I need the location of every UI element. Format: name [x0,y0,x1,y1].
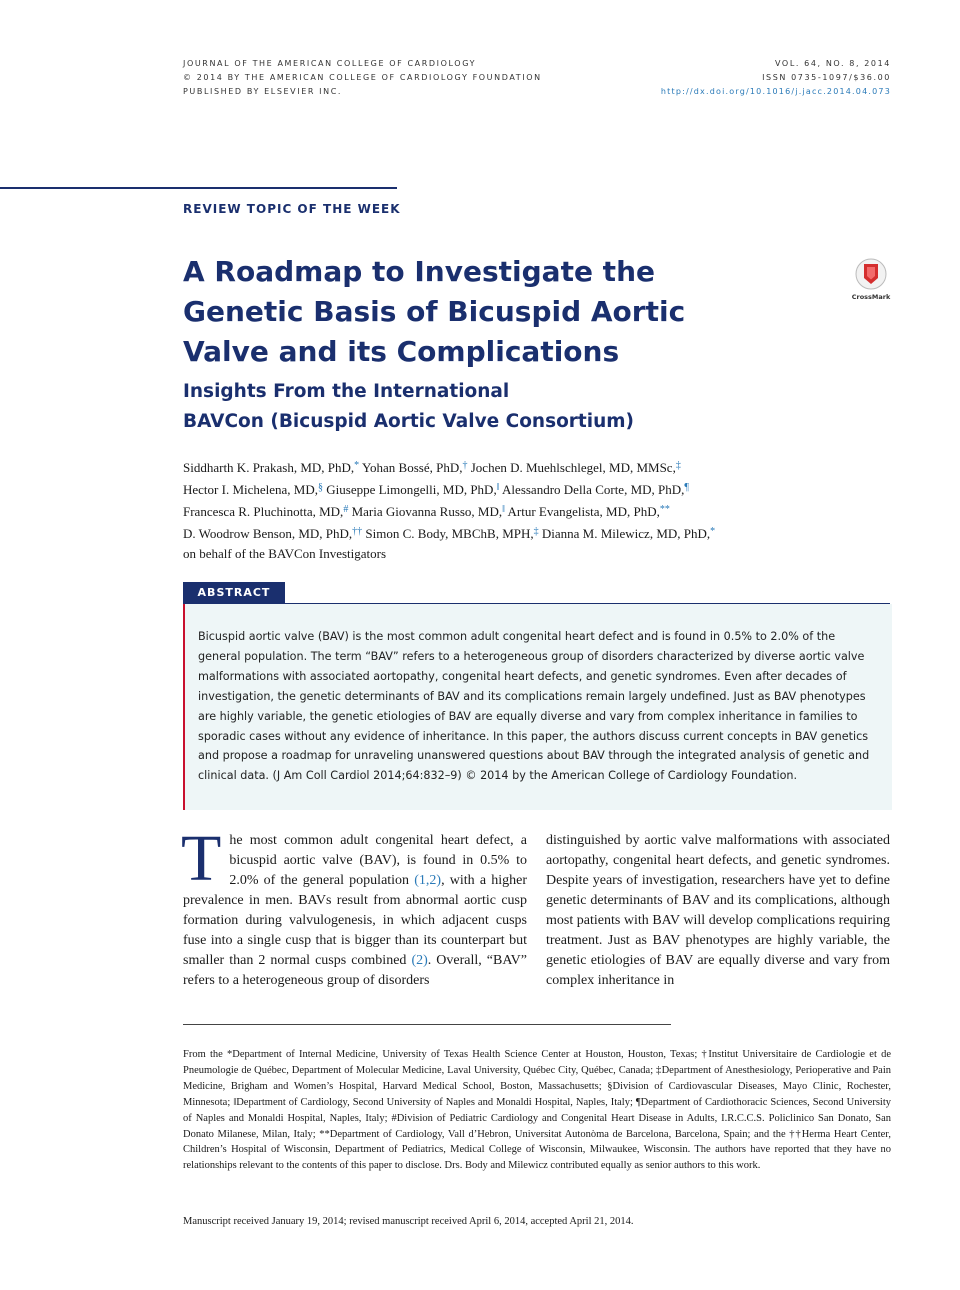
affiliation-marker[interactable]: † [462,460,468,471]
abstract-rule [285,603,890,604]
abstract-label: ABSTRACT [183,582,285,604]
author-name: Giuseppe Limongelli, MD, PhD, [323,482,497,497]
article-subtitle [183,377,743,437]
affiliation-marker[interactable]: ‡ [675,460,681,471]
journal-header [183,57,542,99]
footnote-rule [183,1024,671,1025]
affiliation-marker[interactable]: ‖ [502,504,505,515]
author-list [183,456,823,564]
affiliations-footnote: From the *Department of Internal Medicine, University of Texas Health Science Center at Houston, Houston, Texas; †Institut Universitaire de Cardiologie et de Pneumologie de Québec, Department of Molecular Medicine, Laval University, Québec City, Québec, Canada; ‡Department of Anesthesiology, Perioperative and Pain Medicine, Brigham and Women’s Hospital, Harvard Medical School, Boston, Massachusetts; §Division of Cardiovascular Diseases, Mayo Clinic, Rochester, Minnesota; ‖Department of Cardiology, Second University of Naples and Monaldi Hospital, Naples, Italy; ¶Department of Cardiothoracic Sciences, Second University of Naples and Monaldi Hospital, Naples, Italy; #Division of Pediatric Cardiology and Congenital Heart Disease in Adults, I.R.C.C.S. Policlinico San Donato, San Donato Milanese, Milan, Italy; **Department of Cardiology, Vall d’Hebron, Universitat Autonòma de Barcelona, Barcelona, Spain; and the ††Herma Heart Center, Children’s Hospital of Wisconsin, Department of Pediatrics, Medical College of Wisconsin, Milwaukee, Wisconsin. The authors have reported that they have no relationships relevant to the contents of this paper to disclose. Drs. Body and Milewicz contributed equally as senior authors to this work. [183,1049,891,1172]
crossmark-label: CrossMark [851,293,891,301]
consortium-line: on behalf of the BAVCon Investigators [183,546,387,561]
affiliation-marker[interactable]: ¶ [684,482,689,493]
body-text: he most common adult congenital heart defect, a bicuspid aortic valve (BAV), is found in 0.5% to 2.0% of the general population [229,833,527,888]
affiliation-marker[interactable]: ‖ [496,482,500,493]
affiliation-marker[interactable]: ‡ [533,526,539,537]
author-name: Simon C. Body, MBChB, MPH, [362,526,534,541]
journal-meta [661,57,891,99]
body-column-right: distinguished by aortic valve malformations with associated aortopathy, congenital heart defects, and genetic syndromes. Despite years of investigation, researchers have yet to define genetic determinants of BAV and its complications, although most patients with BAV will develop complications requiring treatment. Just as BAV phenotypes are highly variable, the genetic etiologies of BAV are equally diverse and vary from complex inheritance in [546,833,890,988]
abstract-text: Bicuspid aortic valve (BAV) is the most common adult congenital heart defect and is found in 0.5% to 2.0% of the general population. The term “BAV” refers to a heterogeneous group of disorders characterized by diverse aortic valve malformations with associated aortopathy, congenital heart defects, and genetic syndromes. Even after decades of investigation, the genetic determinants of BAV and its complications remain largely undefined. Just as BAV phenotypes are highly variable, the genetic etiologies of BAV are equally diverse and vary from complex inheritance in families to sporadic cases without any evidence of inheritance. In this paper, the authors discuss current concepts in BAV genetics and propose a roadmap for unraveling unanswered questions about BAV through the integrated analysis of genetic and clinical data. (J Am Coll Cardiol 2014;64:832–9) © 2014 by the American College of Cardiology Foundation. [198,630,870,783]
affiliation-marker[interactable]: # [343,504,349,515]
author-name: Hector I. Michelena, MD, [183,482,319,497]
manuscript-dates: Manuscript received January 19, 2014; revised manuscript received April 6, 2014, accepted April 21, 2014. [183,1216,634,1227]
citation-link[interactable]: (2) [411,953,428,968]
journal-name: JOURNAL OF THE AMERICAN COLLEGE OF CARDIOLOGY [183,59,477,68]
subtitle-line-1: Insights From the International [183,381,510,402]
author-name: Artur Evangelista, MD, PhD, [504,504,660,519]
affiliation-marker[interactable]: § [318,482,324,493]
citation-link[interactable]: (1,2) [414,873,442,888]
body-text: , with a higher prevalence in men. BAVs result from abnormal aortic cusp formation during valvulogenesis, in which adjacent cusps fuse into a single cusp that is bigger than its counterpart but smaller than 2 normal cusps combined [183,873,527,968]
affiliation-marker[interactable]: ** [659,504,670,515]
body-text: . Overall, “BAV” refers to a heterogeneous group of disorders [183,953,527,988]
affiliation-marker[interactable]: * [710,526,716,537]
section-label: REVIEW TOPIC OF THE WEEK [183,202,401,216]
author-name: Jochen D. Muehlschlegel, MD, MMSc, [467,460,676,475]
affiliation-marker[interactable]: †† [352,526,363,537]
journal-publisher: PUBLISHED BY ELSEVIER INC. [183,87,343,96]
volume-info: VOL. 64, NO. 8, 2014 [774,59,891,68]
author-name: Maria Giovanna Russo, MD, [348,504,503,519]
author-name: Alessandro Della Corte, MD, PhD, [499,482,685,497]
drop-cap: T [181,822,222,895]
issn-info: ISSN 0735-1097/$36.00 [762,73,891,82]
subtitle-line-2: BAVCon (Bicuspid Aortic Valve Consortium) [183,411,635,432]
author-name: D. Woodrow Benson, MD, PhD, [183,526,353,541]
article-title: A Roadmap to Investigate the Genetic Basis of Bicuspid Aortic Valve and its Complications [183,255,686,368]
author-name: Francesca R. Pluchinotta, MD, [183,504,344,519]
doi-link[interactable]: http://dx.doi.org/10.1016/j.jacc.2014.04.073 [660,87,891,96]
author-name: Yohan Bossé, PhD, [359,460,463,475]
affiliation-marker[interactable]: * [354,460,360,471]
author-name: Siddharth K. Prakash, MD, PhD, [183,460,355,475]
body-column-left [181,822,527,991]
section-rule [0,187,397,189]
author-name: Dianna M. Milewicz, MD, PhD, [538,526,711,541]
crossmark-icon [854,258,888,290]
journal-copyright: © 2014 BY THE AMERICAN COLLEGE OF CARDIOLOGY FOUNDATION [183,73,542,82]
crossmark-badge[interactable] [849,258,893,301]
